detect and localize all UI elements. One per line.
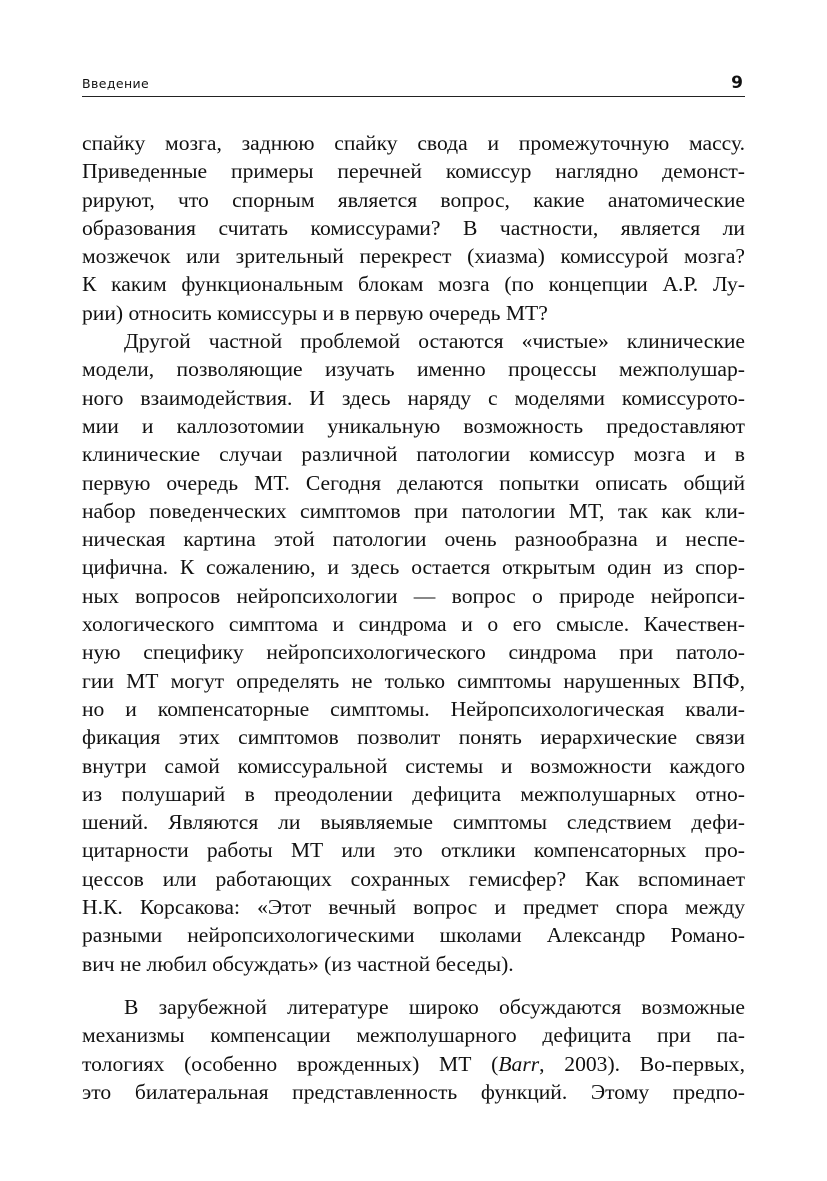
text-line: первую очередь МТ. Сегодня делаются попытки описать общий	[82, 470, 745, 495]
text-line: образования считать комиссурами? В частности, является ли	[82, 215, 745, 240]
text-line: разными нейропсихологическими школами Александр Романо-	[82, 923, 745, 948]
text-line: ных вопросов нейропсихологии — вопрос о природе нейропси-	[82, 583, 745, 608]
text-line: набор поведенческих симптомов при патологии МТ, так как кли-	[82, 498, 745, 523]
text-fragment: , 2003). Во-первых,	[539, 1051, 746, 1076]
text-line: цессов или работающих сохранных гемисфер? Как вспоминает	[82, 866, 745, 891]
text-line: цитарности работы МТ или это отклики компенсаторных про-	[82, 838, 745, 863]
text-line: модели, позволяющие изучать именно процессы межполушар-	[82, 357, 745, 382]
text-line: механизмы компенсации межполушарного дефицита при па-	[82, 1023, 745, 1048]
citation-author: Barr	[498, 1051, 540, 1076]
text-line: мии и каллозотомии уникальную возможность предоставляют	[82, 413, 745, 438]
text-line: ного взаимодействия. И здесь наряду с моделями комиссурото-	[82, 385, 745, 410]
running-title: Введение	[82, 76, 150, 91]
text-line: внутри самой комиссуральной системы и возможности каждого	[82, 753, 745, 778]
text-line: шений. Являются ли выявляемые симптомы следствием дефи-	[82, 810, 745, 835]
paragraph-2	[82, 327, 745, 978]
text-line: мозжечок или зрительный перекрест (хиазма) комиссурой мозга?	[82, 244, 745, 269]
text-line: Н.К. Корсакова: «Этот вечный вопрос и предмет спора между	[82, 895, 745, 920]
text-fragment: тологиях (особенно врожденных) МТ (	[82, 1051, 499, 1076]
body-text	[82, 129, 745, 1106]
text-line: спайку мозга, заднюю спайку свода и промежуточную массу.	[82, 131, 745, 155]
text-line: это билатеральная представленность функций. Этому предпо-	[82, 1079, 745, 1104]
text-line: гии МТ могут определять не только симптомы нарушенных ВПФ,	[82, 668, 745, 693]
page-header	[82, 66, 745, 97]
text-line: Другой частной проблемой остаются «чистые» клинические	[124, 329, 745, 354]
page-number: 9	[731, 73, 743, 93]
paragraph-1	[82, 129, 745, 327]
text-line: фикация этих симптомов позволит понять иерархические связи	[82, 725, 745, 750]
text-line: В зарубежной литературе широко обсуждаются возможные	[124, 994, 745, 1019]
text-line: ную специфику нейропсихологического синдрома при патоло-	[82, 640, 745, 665]
text-line-with-citation	[82, 1050, 745, 1078]
text-line: ническая картина этой патологии очень разнообразна и неспе-	[82, 527, 745, 552]
text-line: из полушарий в преодолении дефицита межполушарных отно-	[82, 781, 745, 806]
paragraph-3	[82, 993, 745, 1106]
text-line: К каким функциональным блокам мозга (по концепции А.Р. Лу-	[82, 272, 745, 297]
text-line: вич не любил обсуждать» (из частной беседы).	[82, 951, 514, 976]
text-line: рируют, что спорным является вопрос, какие анатомические	[82, 187, 745, 212]
text-line: Приведенные примеры перечней комиссур наглядно демонст-	[82, 159, 745, 184]
text-line: клинические случаи различной патологии комиссур мозга и в	[82, 442, 745, 467]
text-line: хологического симптома и синдрома и о его смысле. Качествен-	[82, 612, 745, 637]
text-line: рии) относить комиссуры и в первую очередь МТ?	[82, 300, 548, 325]
text-line: но и компенсаторные симптомы. Нейропсихологическая квали-	[82, 696, 745, 721]
text-line: цифична. К сожалению, и здесь остается открытым один из спор-	[82, 555, 745, 580]
